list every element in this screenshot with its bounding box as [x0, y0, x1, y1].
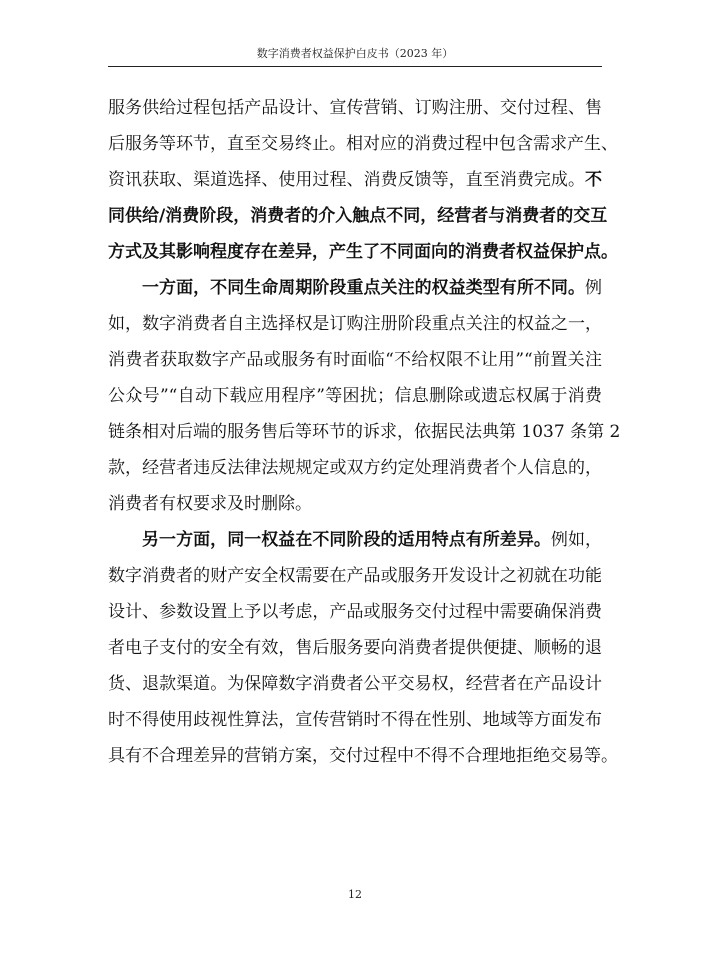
paragraph: [108, 522, 618, 774]
body-text: 设计、参数设置上予以考虑，产品或服务交付过程中需要确保消费: [108, 602, 602, 622]
text-line: [108, 90, 602, 126]
text-line: [108, 594, 602, 630]
paragraph: [108, 90, 618, 270]
text-line: [108, 234, 618, 270]
page-number: 12: [348, 888, 362, 901]
text-line: [108, 522, 602, 558]
text-line: [108, 558, 602, 594]
body-text: 后服务等环节，直至交易终止。相对应的消费过程中包含需求产生、: [108, 134, 618, 154]
body-text: 款，经营者违反法律法规规定或双方约定处理消费者个人信息的，: [108, 458, 602, 478]
paragraph: [108, 270, 621, 522]
body-text: 消费者有权要求及时删除。: [108, 494, 312, 514]
body-text: 具有不合理差异的营销方案，交付过程中不得不合理地拒绝交易等。: [108, 746, 618, 766]
text-line: [108, 270, 602, 306]
bold-text: 同供给/消费阶段，消费者的介入触点不同，经营者与消费者的交互: [108, 206, 608, 226]
text-line: [108, 126, 618, 162]
header-rule: [108, 66, 602, 67]
text-line: [108, 450, 602, 486]
bold-text: 一方面，不同生命周期阶段重点关注的权益类型有所不同。: [142, 278, 585, 298]
text-line: [108, 162, 602, 198]
text-line: [108, 486, 602, 522]
body-text: 者电子支付的安全有效，售后服务要向消费者提供便捷、顺畅的退: [108, 638, 602, 658]
text-line: [108, 198, 608, 234]
document-body: [108, 90, 621, 774]
bold-text: 另一方面，同一权益在不同阶段的适用特点有所差异。: [142, 530, 551, 550]
body-text: 例如，: [550, 530, 602, 550]
text-line: [108, 738, 618, 774]
bold-text: 不: [585, 170, 602, 190]
body-text: 公众号”“自动下载应用程序”等困扰；信息删除或遗忘权属于消费: [108, 386, 602, 406]
body-text: 消费者获取数字产品或服务有时面临“不给权限不让用”“前置关注: [108, 350, 602, 370]
text-line: [108, 306, 602, 342]
body-text: 服务供给过程包括产品设计、宣传营销、订购注册、交付过程、售: [108, 98, 602, 118]
text-line: [108, 702, 602, 738]
body-text: 数字消费者的财产安全权需要在产品或服务开发设计之初就在功能: [108, 566, 602, 586]
body-text: 链条相对后端的服务售后等环节的诉求，依据民法典第 1037 条第 2: [108, 422, 621, 442]
running-header: 数字消费者权益保护白皮书（2023 年）: [256, 47, 454, 60]
text-line: [108, 414, 621, 450]
text-line: [108, 630, 602, 666]
body-text: 例: [585, 278, 602, 298]
body-text: 资讯获取、渠道选择、使用过程、消费反馈等，直至消费完成。: [108, 170, 585, 190]
text-line: [108, 342, 602, 378]
body-text: 时不得使用歧视性算法，宣传营销时不得在性别、地域等方面发布: [108, 710, 602, 730]
body-text: 货、退款渠道。为保障数字消费者公平交易权，经营者在产品设计: [108, 674, 602, 694]
text-line: [108, 378, 602, 414]
bold-text: 方式及其影响程度存在差异，产生了不同面向的消费者权益保护点。: [108, 242, 618, 262]
body-text: 如，数字消费者自主选择权是订购注册阶段重点关注的权益之一，: [108, 314, 602, 334]
text-line: [108, 666, 602, 702]
